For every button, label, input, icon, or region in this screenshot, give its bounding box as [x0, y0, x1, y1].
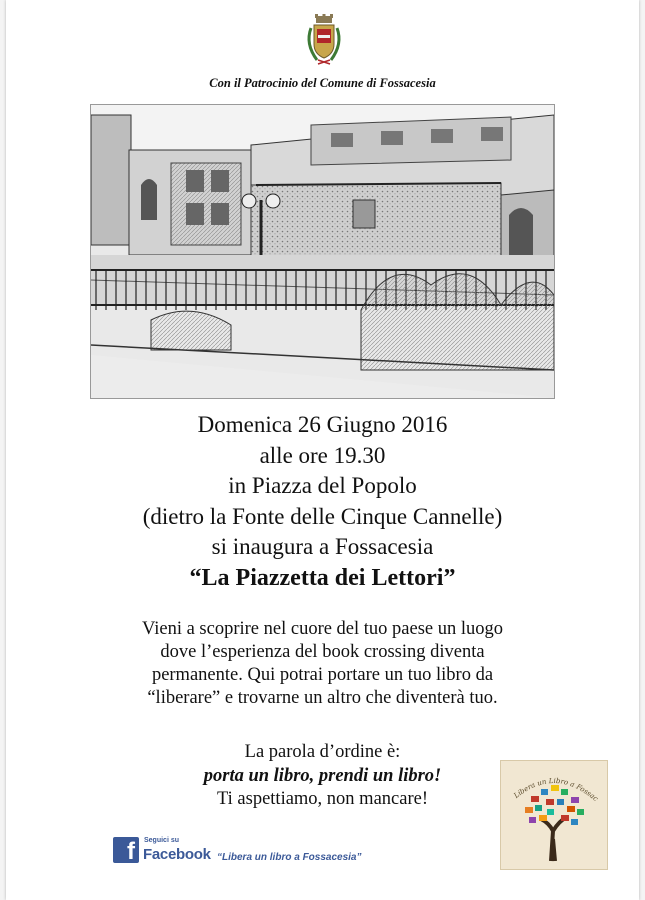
facebook-group-name: “Libera un libro a Fossacesia”	[217, 852, 362, 863]
patronage-line: Con il Patrocinio del Comune di Fossacesia	[209, 76, 436, 90]
description	[0, 618, 645, 710]
event-details	[0, 410, 645, 594]
event-place: in Piazza del Popolo	[228, 473, 417, 499]
description-line: permanente. Qui potrai portare un tuo libro da	[151, 665, 494, 685]
closing-motto: porta un libro, prendi un libro!	[203, 765, 442, 786]
event-date: Domenica 26 Giugno 2016	[197, 412, 448, 437]
facebook-follow[interactable]	[113, 837, 473, 867]
event-inaugurates: si inaugura a Fossacesia	[211, 534, 434, 560]
event-place-detail: (dietro la Fonte delle Cinque Cannelle)	[142, 503, 503, 529]
closing-invite: Ti aspettiamo, non mancare!	[217, 789, 428, 809]
event-time: alle ore 19.30	[259, 442, 386, 468]
description-line: “liberare” e trovarne un altro che diventerà tuo.	[147, 688, 498, 708]
piazza-sketch-photo	[90, 104, 555, 399]
logo-arc-text: Libera un Libro a Fossac	[512, 776, 600, 803]
description-line: Vieni a scoprire nel cuore del tuo paese un luogo	[141, 619, 504, 639]
municipal-crest-icon	[303, 14, 345, 70]
description-line: dove l’esperienza del book crossing diventa	[160, 642, 485, 662]
facebook-follow-label: Seguici su	[144, 837, 180, 844]
facebook-brand: Facebook	[143, 846, 211, 863]
book-tree-logo	[500, 760, 608, 870]
closing-intro: La parola d’ordine è:	[244, 742, 401, 762]
book-tree-icon	[501, 761, 607, 869]
facebook-f-icon: f	[113, 837, 139, 863]
event-title: “La Piazzetta dei Lettori”	[189, 564, 456, 591]
